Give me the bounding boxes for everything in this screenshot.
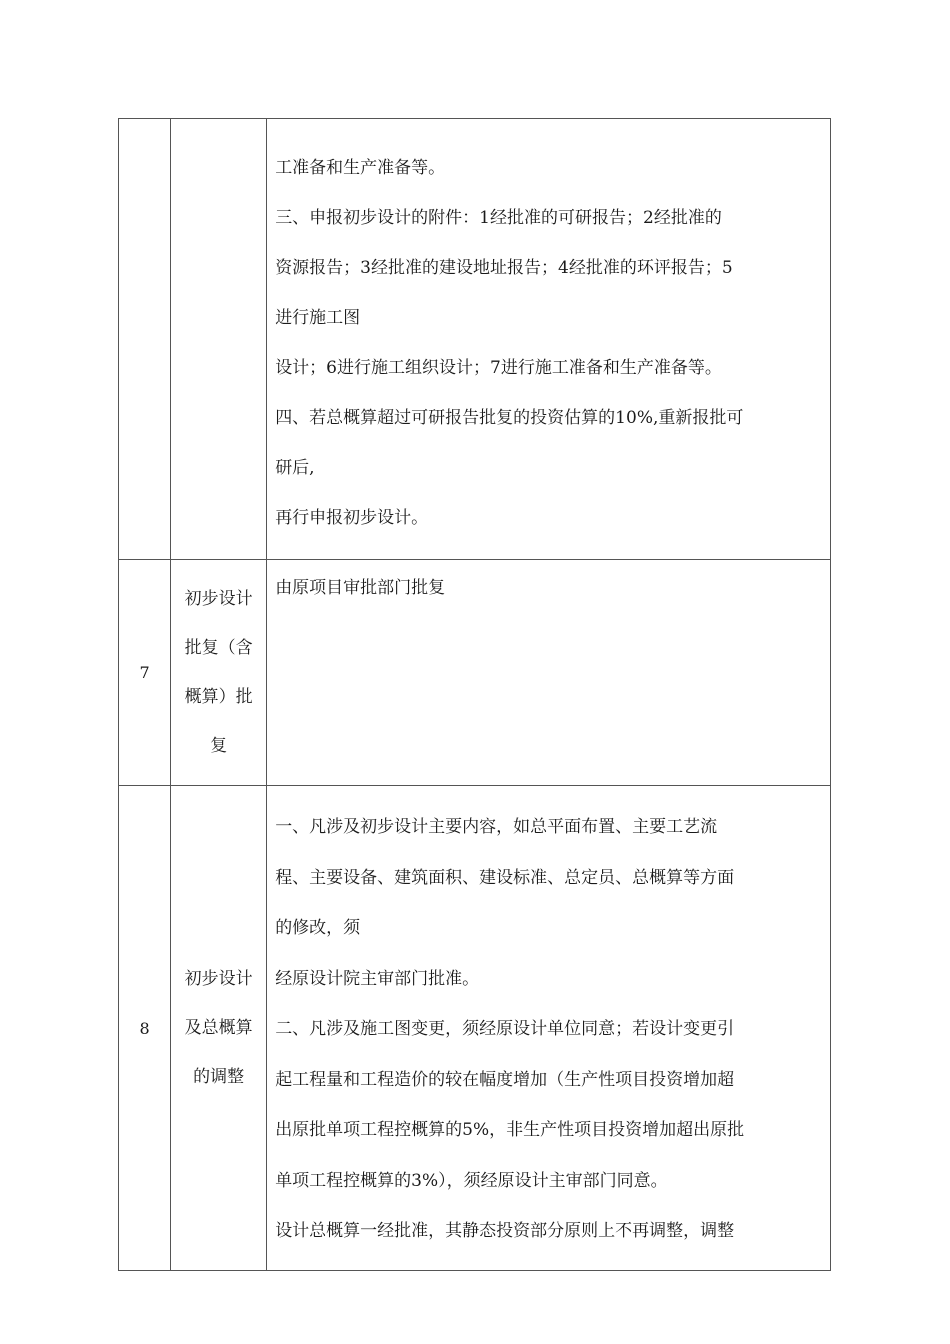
content-line: 起工程量和工程造价的较在幅度增加（生产性项目投资增加超 — [275, 1069, 735, 1090]
table-row — [119, 786, 831, 1271]
content-line: 由原项目审批部门批复 — [275, 578, 446, 598]
document-table — [118, 118, 831, 1271]
item-line: 及总概算 — [184, 1017, 253, 1038]
row-content — [267, 119, 831, 560]
content-line: 一、凡涉及初步设计主要内容，如总平面布置、主要工艺流 — [275, 817, 718, 837]
row-item — [171, 560, 267, 786]
content-line: 资源报告；3经批准的建设地址报告；4经批准的环评报告；5 — [275, 258, 733, 278]
content-line: 设计总概算一经批准，其静态投资部分原则上不再调整，调整 — [275, 1221, 735, 1241]
content-line: 三、申报初步设计的附件：1经批准的可研报告；2经批准的 — [275, 208, 722, 228]
item-line: 概算）批 — [184, 686, 253, 707]
table-row — [119, 119, 831, 560]
content-line: 的修改，须 — [275, 918, 361, 938]
row-content — [267, 560, 831, 786]
content-line: 经原设计院主审部门批准。 — [275, 968, 480, 989]
content-line: 设计；6进行施工组织设计；7进行施工准备和生产准备等。 — [275, 358, 722, 378]
content-line: 再行申报初步设计。 — [275, 508, 429, 528]
content-line: 程、主要设备、建筑面积、建设标准、总定员、总概算等方面 — [275, 867, 735, 888]
content-line: 研后, — [275, 458, 315, 478]
item-line: 初步设计 — [184, 588, 253, 609]
row-item — [171, 786, 267, 1271]
item-line: 的调整 — [193, 1066, 245, 1087]
row-number: 8 — [119, 786, 171, 1271]
row-content — [267, 786, 831, 1271]
row-item — [171, 119, 267, 560]
row-number — [119, 119, 171, 560]
content-line: 单项工程控概算的3%），须经原设计主审部门同意。 — [275, 1170, 668, 1191]
content-line: 工准备和生产准备等。 — [275, 158, 446, 178]
table-row — [119, 560, 831, 786]
item-line: 初步设计 — [184, 968, 253, 989]
item-line: 复 — [210, 735, 228, 756]
content-line: 出原批单项工程控概算的5%，非生产性项目投资增加超出原批 — [275, 1120, 745, 1140]
row-number: 7 — [119, 560, 171, 786]
content-line: 四、若总概算超过可研报告批复的投资估算的10%,重新报批可 — [275, 408, 744, 428]
content-line: 进行施工图 — [275, 308, 361, 328]
content-line: 二、凡涉及施工图变更，须经原设计单位同意；若设计变更引 — [275, 1019, 735, 1039]
item-line: 批复（含 — [184, 637, 253, 658]
